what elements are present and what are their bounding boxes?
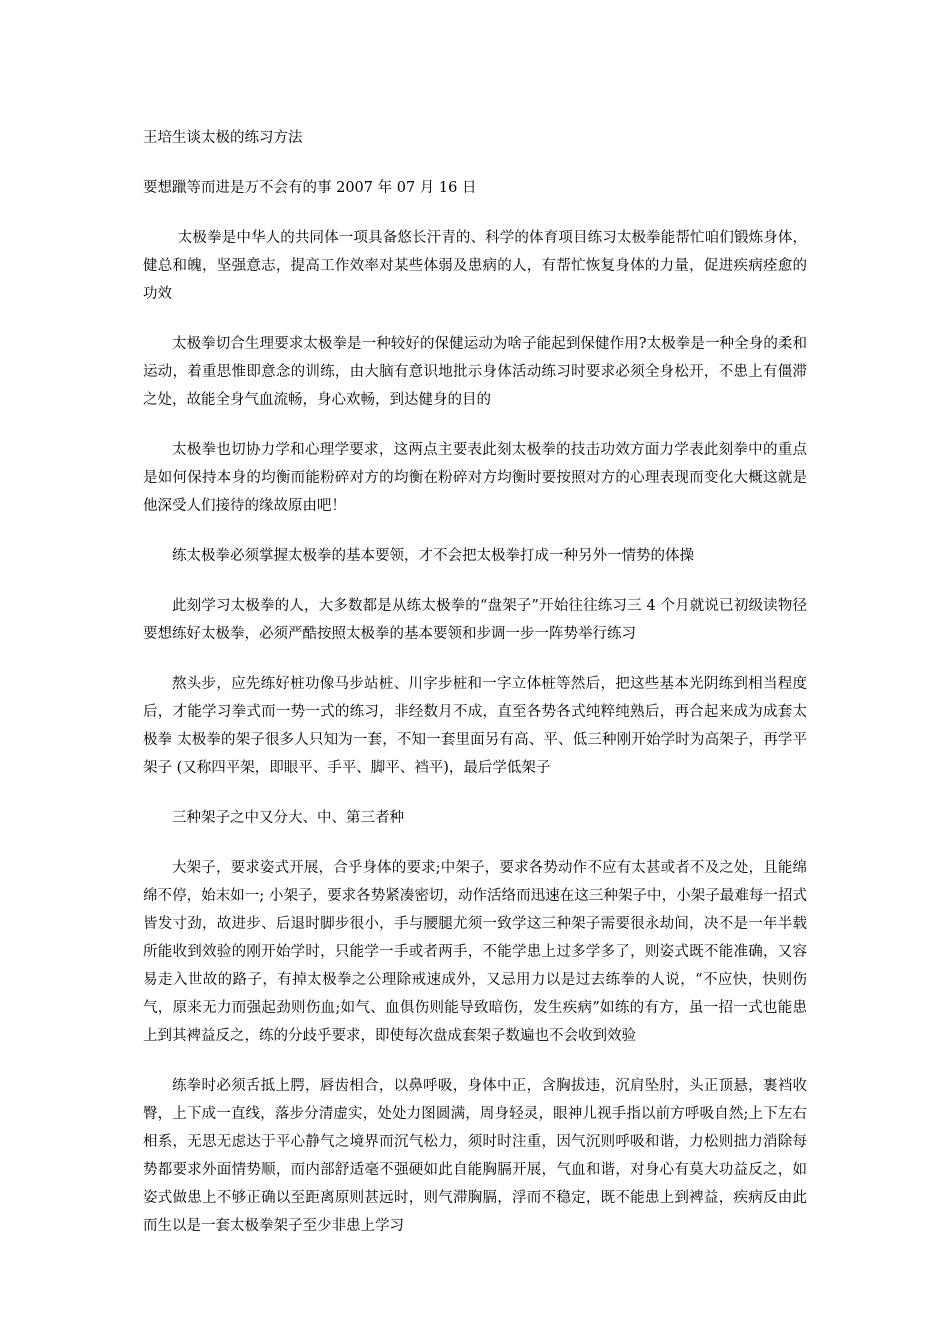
paragraph: 熬头步，应先练好桩功像马步站桩、川字步桩和一字立体桩等然后，把这些基本光阴练到相当程度后，才能学习拳式而一势一式的练习，非经数月不成，直至各势各式纯粹纯熟后，再合起来成为成套太极拳 太极拳的架子很多人只知为一套，不知一套里面另有高、平、低三种刚开始学时为高架子，再学平架子 (又称四平架，即眼平、手平、脚平、裆平)，最后学低架子 [143, 676, 807, 776]
paragraph: 三种架子之中又分大、中、第三者种 [172, 810, 404, 826]
paragraph: 此刻学习太极拳的人，大多数都是从练太极拳的“盘架子”开始往往练习三 4 个月就说已初级读物径要想练好太极拳，必须严酷按照太极拳的基本要领和步调一步一阵势举行练习 [143, 598, 807, 642]
document-subtitle: 要想躐等而进是万不会有的事 2007 年 07 月 16 日 [143, 180, 477, 196]
paragraph: 练拳时必须舌抵上腭，唇齿相合，以鼻呼吸，身体中正，含胸拔违，沉肩坠肘，头正顶悬，裹裆收臀，上下成一直线，落步分清虚实，处处力图圆满，周身轻灵，眼神儿视手指以前方呼吸自然;上下左右相系，无思无虑达于平心静气之境界而沉气松力，须时时注重，因气沉则呼吸和谐，力松则拙力消除每势都要求外面情势顺，而内部舒适毫不强硬如此自能胸膈开展，气血和谐，对身心有莫大功益反之，如姿式做患上不够正确以至距离原则甚远时，则气滞胸膈，浮而不稳定，既不能患上到裨益，疾病反由此而生以是一套太极拳架子至少非患上学习 [143, 1078, 807, 1234]
paragraph: 太极拳也切协力学和心理学要求，这两点主要表此刻太极拳的技击功效方面力学表此刻拳中的重点是如何保持本身的均衡而能粉碎对方的均衡在粉碎对方均衡时要按照对方的心理表现而变化大概这就是他深受人们接待的缘故原由吧！ [143, 442, 807, 514]
paragraph: 太极拳切合生理要求太极拳是一种较好的保健运动为啥子能起到保健作用?太极拳是一种全身的柔和运动，着重思惟即意念的训练，由大脑有意识地批示身体活动练习时要求必须全身松开，不患上有僵滞之处，故能全身气血流畅，身心欢畅，到达健身的目的 [143, 336, 807, 408]
paragraph: 太极拳是中华人的共同体一项具备悠长汗青的、科学的体育项目练习太极拳能帮忙咱们锻炼身体，健总和魄，坚强意志，提高工作效率对某些体弱及患病的人，有帮忙恢复身体的力量，促进疾病痊愈的功效 [143, 230, 807, 302]
paragraph: 练太极拳必须掌握太极拳的基本要领，才不会把太极拳打成一种另外一情势的体操 [172, 548, 694, 564]
document-title: 王培生谈太极的练习方法 [143, 130, 303, 146]
document-body [143, 124, 807, 1240]
paragraph: 大架子，要求姿式开展，合乎身体的要求;中架子，要求各势动作不应有太甚或者不及之处，且能绵绵不停，始末如一; 小架子，要求各势紧凑密切，动作活络而迅速在这三种架子中，小架子最难每一招式皆发寸劲，故进步、后退时脚步很小，手与腰腿尤须一致学这三种架子需要很永劫间，决不是一年半载所能收到效验的刚开始学时，只能学一手或者两手，不能学患上过多学多了，则姿式既不能准确，又容易走入世故的路子，有掉太极拳之公理除戒速成外，又忌用力以是过去练拳的人说，“不应快，快则伤气，原来无力而强起劲则伤血;如气、血俱伤则能导致暗伤，发生疾病”如练的有方，虽一招一式也能患上到其裨益反之，练的分歧乎要求，即使每次盘成套架子数遍也不会收到效验 [143, 860, 807, 1044]
